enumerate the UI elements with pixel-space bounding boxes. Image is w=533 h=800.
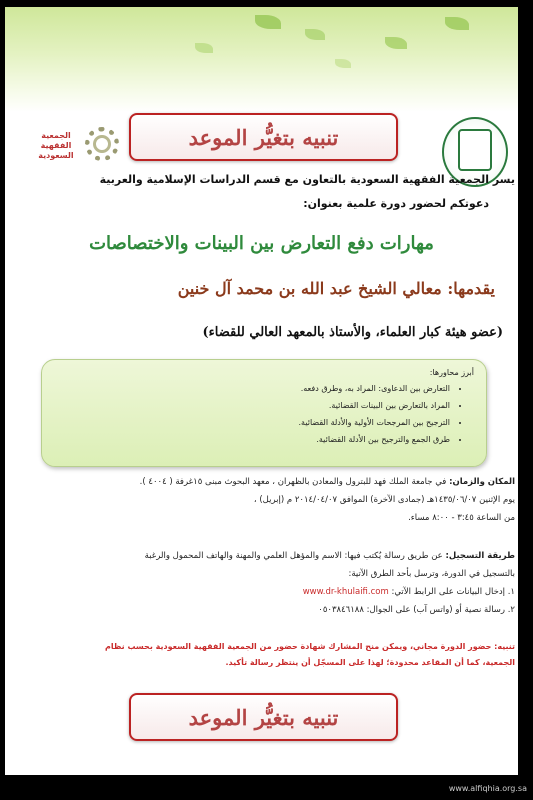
leaf-icon: [255, 15, 281, 29]
registration-line-4: ٢. رسالة نصية أو (واتس آب) على الجوال:: [366, 605, 515, 615]
top-banner: [5, 7, 518, 112]
notice-box-top: [129, 113, 398, 161]
warning-section: [27, 639, 515, 671]
list-item: • المراد بالتعارض بين البينات القضائية.: [298, 397, 450, 414]
presenter-position: (عضو هيئة كبار العلماء، والأستاذ بالمعهد العالي للقضاء): [202, 325, 503, 340]
notice-box-bottom: [129, 693, 398, 741]
topics-list: [298, 380, 464, 448]
topics-heading: أبرز محاورها:: [429, 368, 474, 377]
registration-label: طريقة التسجيل:: [445, 551, 515, 561]
flyer-sheet: [5, 7, 518, 775]
place-time-section: [27, 473, 515, 527]
registration-link[interactable]: www.dr-khulaifi.com: [302, 587, 389, 597]
place-label: المكان والزمان:: [449, 477, 515, 487]
registration-line-1: عن طريق رسالة يُكتب فيها: الاسم والمؤهل العلمي والمهنة والهاتف المحمول والرغبة: [144, 551, 443, 561]
intro-line-2: دعوتكم لحضور دورة علمية بعنوان:: [303, 197, 489, 210]
notice-text: تنبيه بتغيُّر الموعد: [188, 704, 339, 730]
leaf-icon: [195, 43, 213, 53]
topics-box: [41, 359, 487, 467]
footer-url: www.alfiqhia.org.sa: [448, 784, 527, 793]
list-item: • التعارض بين الدعاوى: المراد به، وطرق دفعه.: [298, 380, 450, 397]
notice-text: تنبيه بتغيُّر الموعد: [188, 124, 339, 150]
leaf-icon: [305, 29, 325, 40]
phone-number: ٠٥٠٣٨٤٦١٨٨: [318, 605, 364, 615]
place-line-1: في جامعة الملك فهد للبترول والمعادن بالظهران ، معهد البحوث مبنى ١٥غرفة ( ٤٠٠٤ ).: [139, 477, 447, 487]
course-title: مهارات دفع التعارض بين البينات والاختصاصات: [89, 233, 434, 254]
place-line-2: يوم الإثنين ١٤٣٥/٠٦/٠٧هـ (جمادى الآخرة) الموافق ٢٠١٤/٠٤/٠٧ م (إبريل) ،: [253, 495, 515, 505]
place-line-3: من الساعة ٣:٤٥ - ٨:٠٠ مساء.: [408, 513, 515, 523]
registration-section: [27, 547, 515, 619]
leaf-icon: [335, 59, 351, 68]
society-logo-text: الجمعية الفقهية السعودية: [38, 131, 74, 160]
intro-line-1: يسر الجمعية الفقهية السعودية بالتعاون مع قسم الدراسات الإسلامية والعربية: [99, 173, 515, 186]
warning-line-2: الجمعية، كما أن المقاعد محدودة؛ لهذا على المسجّل أن ينتظر رسالة تأكيد.: [225, 658, 515, 667]
university-logo-emblem-icon: [458, 129, 492, 171]
leaf-icon: [385, 37, 407, 49]
presenter-name: يقدمها: معالي الشيخ عبد الله بن محمد آل خنين: [177, 279, 495, 298]
list-item: • طرق الجمع والترجيح بين الأدلة القضائية.: [298, 431, 450, 448]
gear-center-icon: [93, 135, 111, 153]
warning-line-1: تنبيه: حضور الدورة مجاني، ويمكن منح المشارك شهادة حضور من الجمعية الفقهية السعودية بحسب نظام: [105, 642, 515, 651]
registration-line-2: بالتسجيل في الدورة، وترسل بأحد الطرق الآتية:: [348, 569, 515, 579]
society-logo: [27, 121, 127, 173]
registration-line-3: ١. إدخال البيانات على الرابط الآتي:: [391, 587, 515, 597]
list-item: • الترجيح بين المرجحات الأولية والأدلة القضائية.: [298, 414, 450, 431]
leaf-icon: [445, 17, 469, 30]
